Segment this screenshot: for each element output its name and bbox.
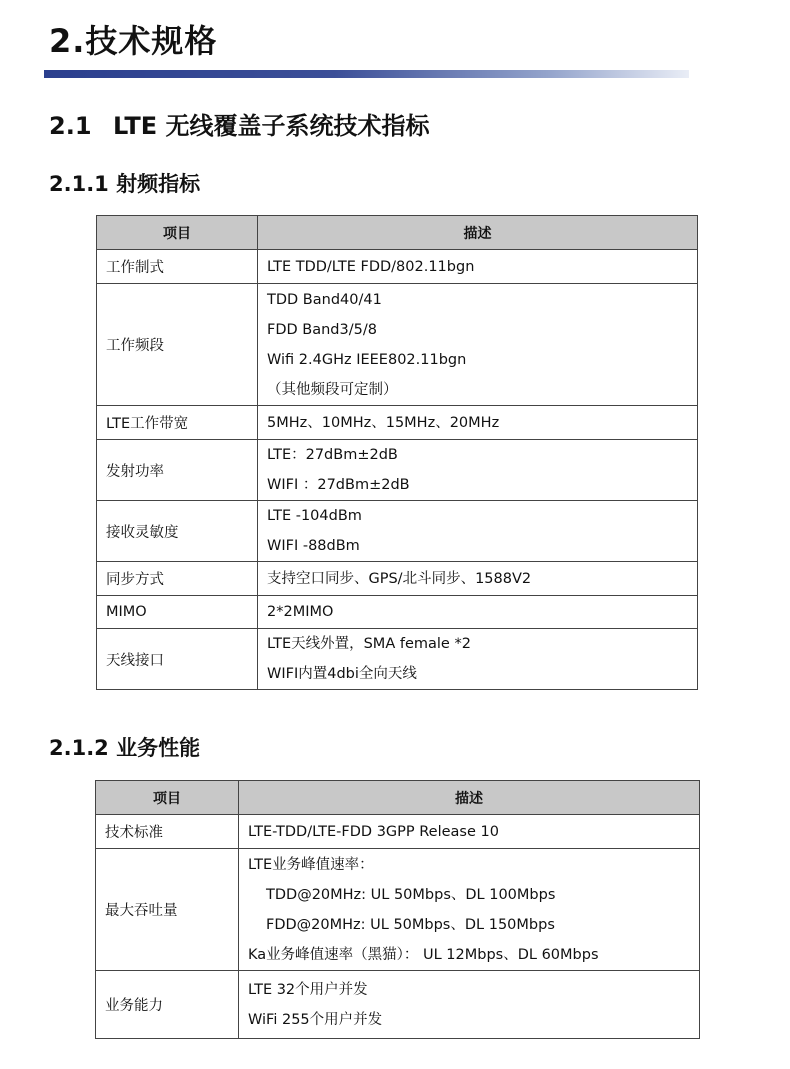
description-line: （其他频段可定制） — [267, 381, 398, 398]
row-description — [258, 284, 698, 406]
description-line: LTE 32个用户并发 — [248, 981, 368, 998]
description-line: FDD Band3/5/8 — [267, 321, 377, 338]
row-description — [258, 440, 698, 501]
row-description — [258, 562, 698, 596]
column-header-description: 描述 — [258, 216, 698, 250]
description-line: TDD Band40/41 — [267, 291, 382, 308]
heading-underline-bar — [44, 70, 689, 78]
row-item-label: 接收灵敏度 — [97, 501, 258, 562]
description-line: LTE业务峰值速率： — [248, 856, 374, 873]
row-description — [239, 815, 700, 849]
table-row — [97, 284, 698, 406]
column-header-item: 项目 — [96, 781, 239, 815]
description-line: TDD@20MHz: UL 50Mbps、DL 100Mbps — [266, 886, 556, 903]
performance-table — [95, 780, 700, 1039]
performance-heading: 2.1.2 业务性能 — [49, 736, 201, 760]
row-item-label: 发射功率 — [97, 440, 258, 501]
row-item-label: 工作频段 — [97, 284, 258, 406]
description-line: FDD@20MHz: UL 50Mbps、DL 150Mbps — [266, 916, 555, 933]
description-line: WIFI -88dBm — [267, 538, 360, 554]
subsection-title: LTE 无线覆盖子系统技术指标 — [113, 112, 430, 140]
subsection-heading — [49, 106, 429, 141]
row-item-label: 技术标准 — [96, 815, 239, 849]
section-heading: 2.技术规格 — [49, 22, 218, 60]
row-item-label: LTE工作带宽 — [97, 406, 258, 440]
column-header-item: 项目 — [97, 216, 258, 250]
description-line: Ka业务峰值速率（黑猫）： UL 12Mbps、DL 60Mbps — [248, 946, 599, 963]
description-line: WiFi 255个用户并发 — [248, 1011, 383, 1028]
description-line: LTE-TDD/LTE-FDD 3GPP Release 10 — [248, 823, 499, 840]
table-row — [97, 629, 698, 690]
description-line: Wifi 2.4GHz IEEE802.11bgn — [267, 351, 467, 368]
table-row — [97, 250, 698, 284]
row-item-label: 业务能力 — [96, 971, 239, 1039]
row-description — [258, 406, 698, 440]
table-row — [97, 562, 698, 596]
table-header-row — [96, 781, 700, 815]
description-line: 5MHz、10MHz、15MHz、20MHz — [267, 414, 500, 431]
row-description — [258, 629, 698, 690]
row-item-label: 工作制式 — [97, 250, 258, 284]
description-line: LTE：27dBm±2dB — [267, 447, 398, 463]
table-row — [97, 440, 698, 501]
row-item-label: 天线接口 — [97, 629, 258, 690]
description-line: WIFI ：27dBm±2dB — [267, 477, 410, 493]
row-item-label: 同步方式 — [97, 562, 258, 596]
row-description — [239, 849, 700, 971]
rf-spec-heading: 2.1.1 射频指标 — [49, 172, 201, 196]
description-line: 支持空口同步、GPS/北斗同步、1588V2 — [267, 570, 532, 587]
table-row — [96, 815, 700, 849]
table-row — [96, 971, 700, 1039]
description-line: LTE天线外置，SMA female *2 — [267, 636, 471, 652]
row-item-label: 最大吞吐量 — [96, 849, 239, 971]
row-description — [239, 971, 700, 1039]
table-row — [97, 406, 698, 440]
description-line: LTE TDD/LTE FDD/802.11bgn — [267, 258, 475, 275]
description-line: LTE -104dBm — [267, 508, 362, 524]
subsection-number: 2.1 — [49, 112, 92, 140]
row-description — [258, 501, 698, 562]
row-item-label: MIMO — [97, 596, 258, 629]
row-description — [258, 596, 698, 629]
table-row — [97, 501, 698, 562]
table-header-row — [97, 216, 698, 250]
row-description — [258, 250, 698, 284]
rf-spec-table — [96, 215, 698, 690]
column-header-description: 描述 — [239, 781, 700, 815]
description-line: WIFI内置4dbi全向天线 — [267, 666, 417, 682]
table-row — [96, 849, 700, 971]
description-line: 2*2MIMO — [267, 604, 334, 620]
table-row — [97, 596, 698, 629]
